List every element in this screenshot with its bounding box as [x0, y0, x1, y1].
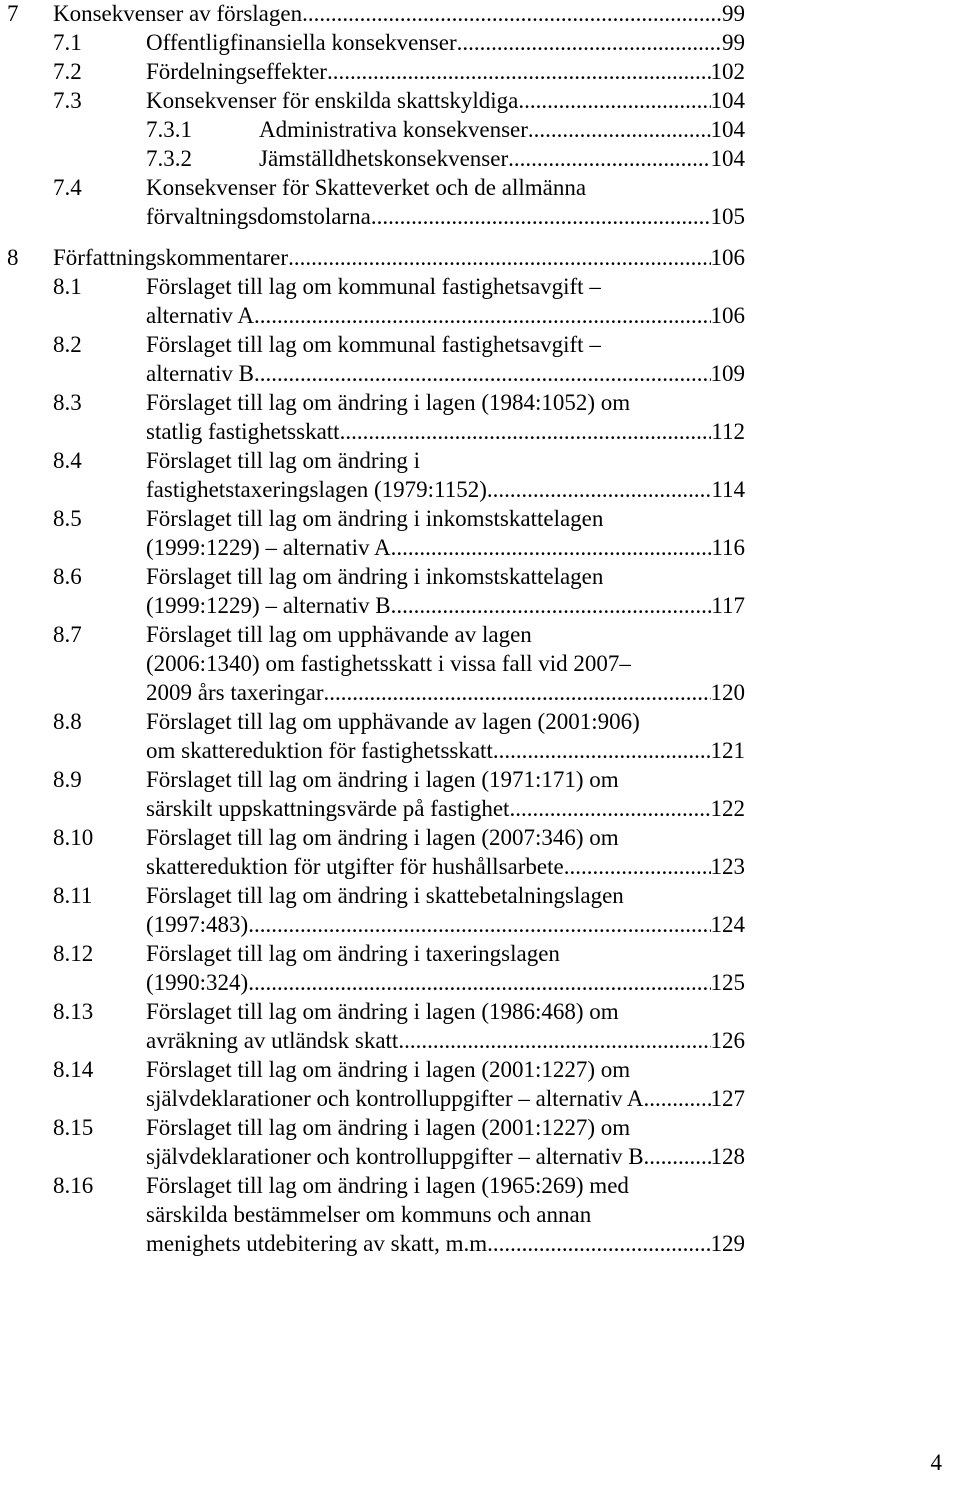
toc-entry-number: 8.7: [53, 622, 82, 647]
toc-entry-title-line: Förslaget till lag om ändring i lagen (1986:468) om: [146, 999, 619, 1024]
dot-leader: [564, 852, 711, 881]
toc-entry-title-line: Förslaget till lag om ändring i skattebetalningslagen: [146, 883, 624, 908]
dot-leader: [302, 0, 722, 28]
toc-entry-link[interactable]: [53, 0, 745, 28]
toc-page-number: 120: [710, 680, 745, 705]
dot-leader: [518, 86, 710, 115]
dot-leader: [371, 202, 711, 231]
toc-entry-number: 8.8: [53, 709, 82, 734]
toc-entry-title-line: Förslaget till lag om ändring i lagen (2001:1227) om: [146, 1115, 631, 1140]
toc-page-number: 105: [710, 204, 745, 229]
toc-entry-link[interactable]: [146, 202, 745, 231]
toc-page-number: 122: [710, 796, 745, 821]
toc-entry-title-line: skattereduktion för utgifter för hushållsarbete: [146, 854, 564, 879]
toc-entry-number: 7.3: [53, 88, 82, 113]
toc-entry-number: 7.4: [53, 175, 82, 200]
dot-leader: [528, 115, 711, 144]
toc-entry-title-line: självdeklarationer och kontrolluppgifter – alternativ A: [146, 1086, 644, 1111]
toc-entry-title-line: 2009 års taxeringar: [146, 680, 324, 705]
toc-page-number: 99: [722, 1, 745, 26]
dot-leader: [248, 968, 710, 997]
toc-page-number: 124: [710, 912, 745, 937]
toc-entry-title-line: Offentligfinansiella konsekvenser: [146, 30, 457, 55]
toc-page-number: 109: [710, 361, 745, 386]
toc-page-number: 129: [710, 1231, 745, 1256]
dot-leader: [493, 1229, 711, 1258]
toc-entry-link[interactable]: [146, 968, 745, 997]
toc-entry-title-line: särskilda bestämmelser om kommuns och annan: [146, 1202, 592, 1227]
toc-entry-number: 8.4: [53, 448, 82, 473]
toc-entry-title-line: Förslaget till lag om ändring i lagen (2007:346) om: [146, 825, 619, 850]
toc-entry-number: 8.12: [53, 941, 94, 966]
toc-page-number: 126: [710, 1028, 745, 1053]
toc-entry-title-line: förvaltningsdomstolarna: [146, 204, 371, 229]
toc-entry-number: 7.1: [53, 30, 82, 55]
toc-entry-number: 8.6: [53, 564, 82, 589]
dot-leader: [644, 1142, 711, 1171]
toc-entry-link[interactable]: [53, 243, 745, 272]
toc-page-number: 116: [711, 535, 745, 560]
toc-entry-link[interactable]: [146, 852, 745, 881]
toc-page-number: 102: [710, 59, 745, 84]
toc-entry-title-line: (1997:483): [146, 912, 249, 937]
toc-entry-number: 7.3.2: [146, 146, 192, 171]
toc-page-number: 117: [711, 593, 745, 618]
toc-page-number: 128: [710, 1144, 745, 1169]
toc-entry-link[interactable]: [146, 475, 745, 504]
toc-entry-link[interactable]: [146, 591, 745, 620]
toc-entry-title-line: menighets utdebitering av skatt, m.m.: [146, 1231, 493, 1256]
dot-leader: [391, 591, 712, 620]
toc-entry-title-line: Jämställdhetskonsekvenser: [259, 146, 509, 171]
dot-leader: [327, 57, 711, 86]
toc-entry-link[interactable]: [146, 1229, 745, 1258]
toc-entry-link[interactable]: [259, 115, 745, 144]
toc-entry-number: 7.2: [53, 59, 82, 84]
dot-leader: [254, 301, 711, 330]
toc-entry-title-line: Förslaget till lag om ändring i lagen (1965:269) med: [146, 1173, 629, 1198]
toc-entry-title-line: (2006:1340) om fastighetsskatt i vissa fall vid 2007–: [146, 651, 631, 676]
toc-entry-number: 8: [7, 245, 19, 270]
dot-leader: [398, 1026, 710, 1055]
dot-leader: [493, 736, 711, 765]
toc-entry-title-line: om skattereduktion för fastighetsskatt: [146, 738, 493, 763]
toc-page-number: 123: [710, 854, 745, 879]
toc-entry-title-line: självdeklarationer och kontrolluppgifter – alternativ B: [146, 1144, 644, 1169]
toc-entry-link[interactable]: [146, 417, 745, 446]
toc-entry-title-line: Förslaget till lag om ändring i taxeringslagen: [146, 941, 560, 966]
toc-entry-link[interactable]: [146, 57, 745, 86]
toc-entry-title-line: Förslaget till lag om ändring i lagen (1984:1052) om: [146, 390, 631, 415]
toc-entry-number: 8.13: [53, 999, 94, 1024]
toc-entry-title-line: (1999:1229) – alternativ A: [146, 535, 391, 560]
toc-entry-link[interactable]: [146, 533, 745, 562]
toc-page-number: 127: [710, 1086, 745, 1111]
toc-entry-title-line: fastighetstaxeringslagen (1979:1152): [146, 477, 487, 502]
toc-page-number: 104: [710, 146, 745, 171]
dot-leader: [509, 794, 710, 823]
dot-leader: [340, 417, 712, 446]
toc-entry-number: 7: [7, 1, 19, 26]
toc-entry-number: 7.3.1: [146, 117, 192, 142]
toc-page-number: 99: [722, 30, 745, 55]
toc-entry-title-line: Konsekvenser för Skatteverket och de allmänna: [146, 175, 587, 200]
toc-entry-number: 8.3: [53, 390, 82, 415]
toc-entry-link[interactable]: [146, 28, 745, 57]
toc-entry-number: 8.2: [53, 332, 82, 357]
toc-entry-title-line: Konsekvenser för enskilda skattskyldiga: [146, 88, 519, 113]
toc-entry-title-line: statlig fastighetsskatt: [146, 419, 340, 444]
toc-entry-title-line: Förslaget till lag om kommunal fastighetsavgift –: [146, 332, 601, 357]
toc-entry-link[interactable]: [259, 144, 745, 173]
toc-page-number: 112: [711, 419, 745, 444]
toc-entry-title-line: Förslaget till lag om ändring i lagen (2001:1227) om: [146, 1057, 631, 1082]
toc-entry-link[interactable]: [146, 1142, 745, 1171]
toc-entry-title-line: (1999:1229) – alternativ B: [146, 593, 391, 618]
toc-entry-number: 8.11: [53, 883, 93, 908]
dot-leader: [248, 910, 710, 939]
toc-entry-link[interactable]: [146, 794, 745, 823]
dot-leader: [288, 243, 710, 272]
toc-entry-link[interactable]: [146, 910, 745, 939]
toc-entry-link[interactable]: [146, 736, 745, 765]
dot-leader: [254, 359, 711, 388]
toc-entry-title-line: Förslaget till lag om ändring i: [146, 448, 421, 473]
toc-entry-link[interactable]: [146, 1084, 745, 1113]
toc-entry-title-line: Förslaget till lag om ändring i inkomstskattelagen: [146, 564, 604, 589]
toc-entry-title-line: särskilt uppskattningsvärde på fastighet: [146, 796, 510, 821]
toc-entry-link[interactable]: [146, 359, 745, 388]
toc-entry-number: 8.1: [53, 274, 82, 299]
toc-page-number: 106: [710, 245, 745, 270]
toc-entry-link[interactable]: [146, 678, 745, 707]
toc-entry-title-line: Konsekvenser av förslagen: [53, 1, 303, 26]
toc-entry-title-line: Förslaget till lag om kommunal fastighetsavgift –: [146, 274, 601, 299]
toc-page-number: 114: [711, 477, 745, 502]
toc-page-number: 104: [710, 117, 745, 142]
dot-leader: [457, 28, 722, 57]
toc-entry-title-line: Administrativa konsekvenser: [259, 117, 528, 142]
toc-entry-title-line: Förslaget till lag om upphävande av lagen: [146, 622, 532, 647]
toc-entry-title-line: (1990:324): [146, 970, 249, 995]
toc-page-number: 125: [710, 970, 745, 995]
toc-page-number: 104: [710, 88, 745, 113]
dot-leader: [391, 533, 712, 562]
toc-page-number: 121: [710, 738, 745, 763]
toc-page-number: 106: [710, 303, 745, 328]
toc-entry-number: 8.5: [53, 506, 82, 531]
toc-entry-title-line: alternativ A: [146, 303, 254, 328]
toc-entry-link[interactable]: [146, 86, 745, 115]
toc-entry-title-line: Förslaget till lag om ändring i inkomstskattelagen: [146, 506, 604, 531]
toc-entry-title-line: Förslaget till lag om upphävande av lagen (2001:906): [146, 709, 640, 734]
toc-entry-title-line: Fördelningseffekter: [146, 59, 327, 84]
toc-entry-number: 8.14: [53, 1057, 94, 1082]
dot-leader: [508, 144, 710, 173]
toc-entry-number: 8.15: [53, 1115, 94, 1140]
page-number: 4: [930, 1450, 942, 1475]
toc-entry-title-line: Författningskommentarer: [53, 245, 289, 270]
dot-leader: [644, 1084, 711, 1113]
toc-entry-link[interactable]: [146, 301, 745, 330]
toc-entry-title-line: Förslaget till lag om ändring i lagen (1971:171) om: [146, 767, 619, 792]
toc-entry-number: 8.9: [53, 767, 82, 792]
toc-entry-number: 8.10: [53, 825, 94, 850]
toc-entry-title-line: alternativ B: [146, 361, 254, 386]
toc-entry-link[interactable]: [146, 1026, 745, 1055]
dot-leader: [324, 678, 711, 707]
toc-entry-number: 8.16: [53, 1173, 94, 1198]
dot-leader: [487, 475, 711, 504]
toc-entry-title-line: avräkning av utländsk skatt: [146, 1028, 399, 1053]
